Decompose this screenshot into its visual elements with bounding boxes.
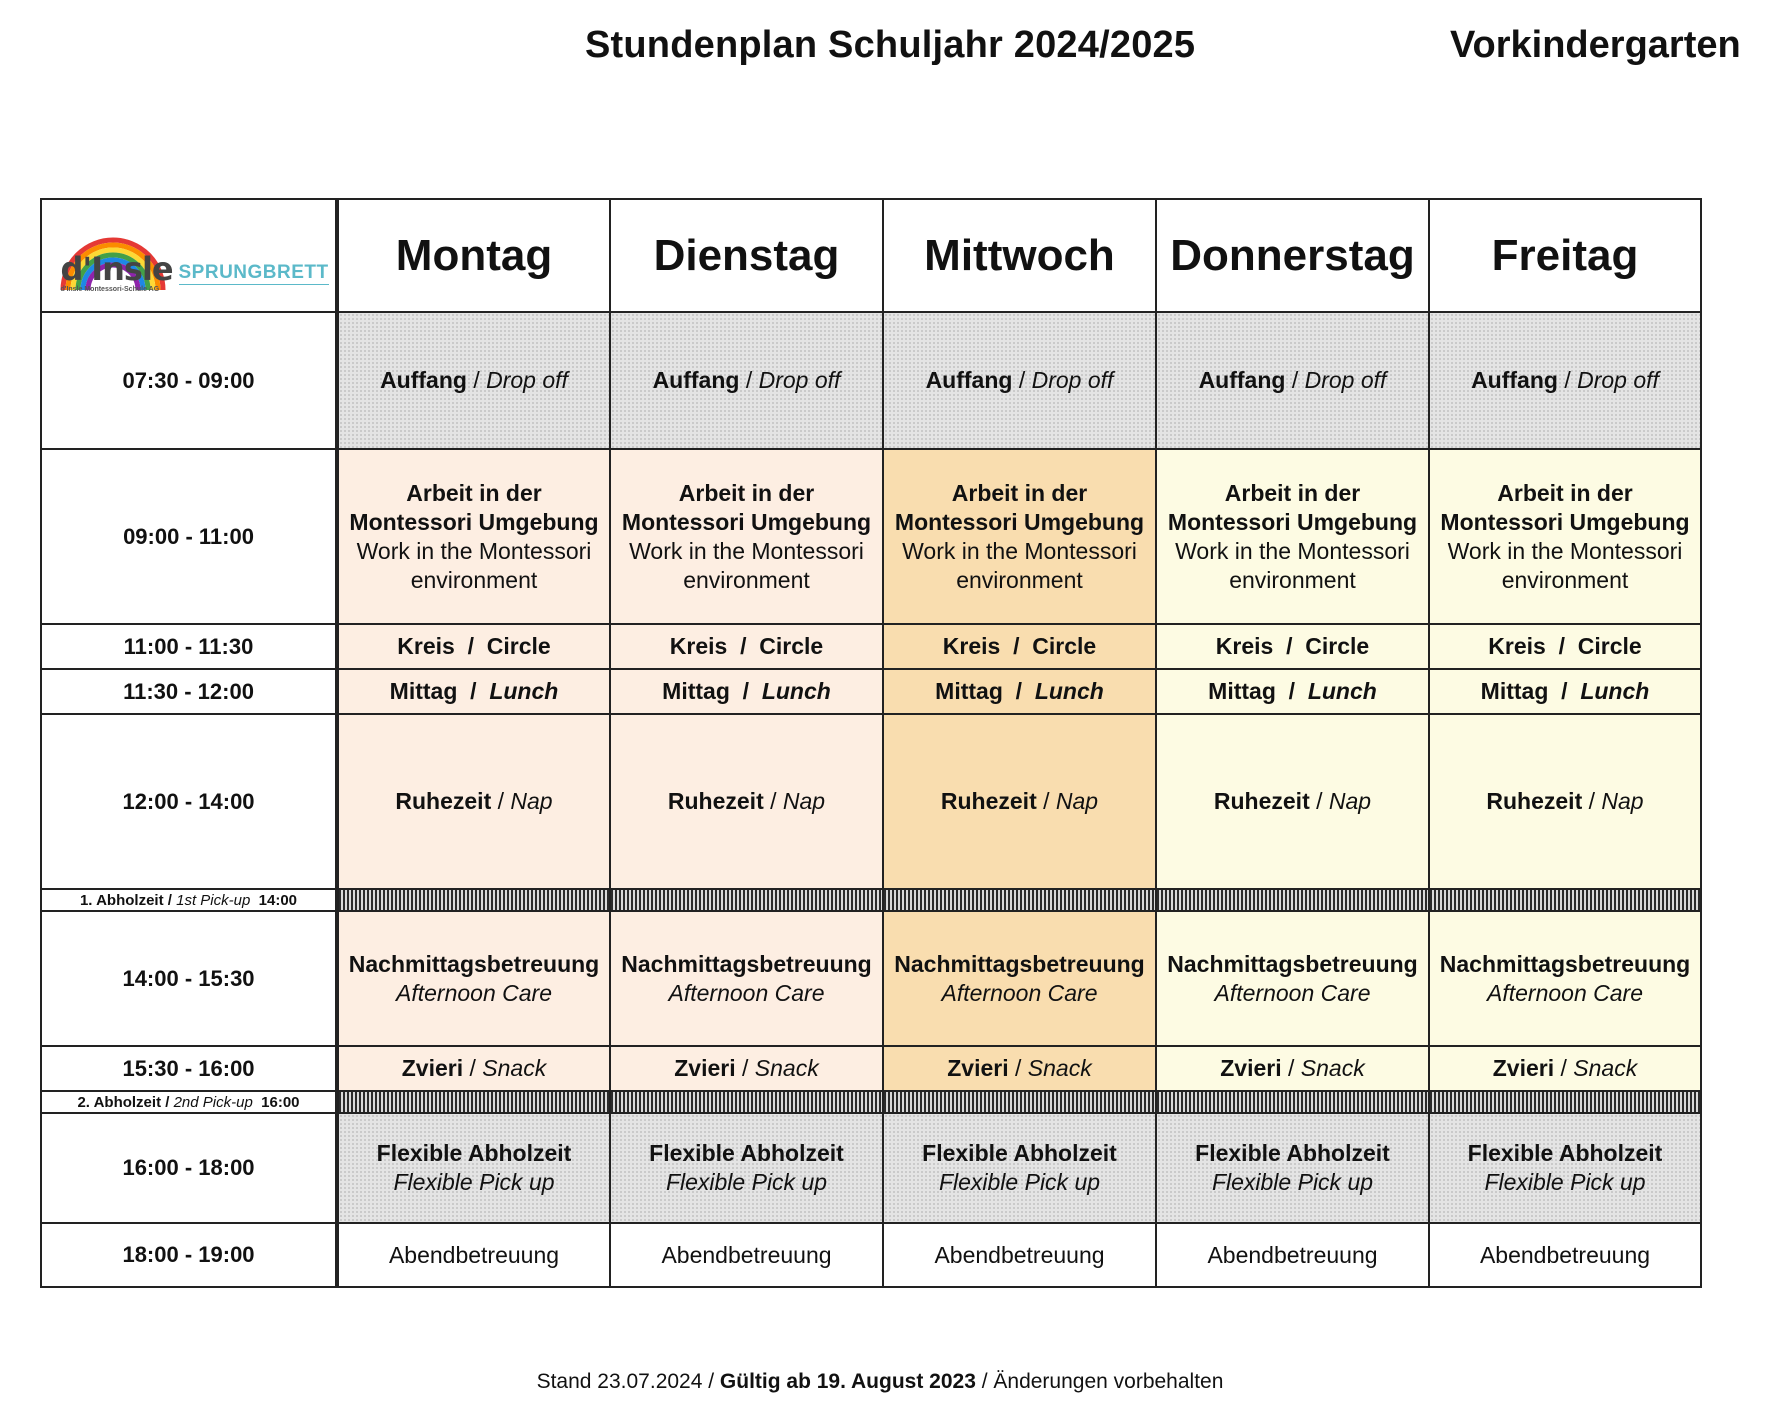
pickup-divider — [1429, 1091, 1701, 1113]
separator: / — [1582, 788, 1602, 814]
activity-en: Work in the Montessori environment — [1175, 537, 1410, 593]
activity-cell — [883, 449, 1156, 624]
logo-brand: d'Insle — [60, 249, 173, 288]
activity-cell — [610, 714, 883, 889]
schedule-table — [40, 198, 1702, 1288]
activity-en: Afternoon Care — [396, 979, 552, 1006]
activity-de: Arbeit in der Montessori Umgebung — [1440, 479, 1690, 535]
separator: / — [1273, 633, 1306, 659]
separator: / — [457, 678, 490, 704]
activity-de: Nachmittagsbetreuung — [1167, 950, 1418, 977]
day-header-donnerstag: Donnerstag — [1156, 199, 1429, 312]
separator: / — [1548, 678, 1581, 704]
activity-de: Ruhezeit — [940, 788, 1037, 814]
row-lunch — [41, 669, 1701, 714]
activity-en: Afternoon Care — [1214, 979, 1371, 1006]
activity-de: Mittag — [1480, 678, 1549, 704]
activity-en: Circle — [1032, 633, 1097, 659]
time-label: 14:00 - 15:30 — [41, 911, 337, 1046]
activity-cell — [337, 1046, 610, 1091]
separator: / — [463, 1055, 483, 1081]
activity-en: Flexible Pick up — [1211, 1169, 1374, 1195]
activity-de: Flexible Abholzeit — [1195, 1140, 1390, 1166]
pickup-en: 1st Pick-up — [176, 891, 251, 909]
pickup-divider — [883, 1091, 1156, 1113]
day-header-mittwoch: Mittwoch — [883, 199, 1156, 312]
activity-en: Flexible Pick up — [393, 1169, 555, 1195]
time-label: 16:00 - 18:00 — [41, 1113, 337, 1223]
time-label: 09:00 - 11:00 — [41, 449, 337, 624]
day-header-freitag: Freitag — [1429, 199, 1701, 312]
pickup-time: 14:00 — [258, 891, 298, 909]
row-afternoon — [41, 911, 1701, 1046]
row-pickup-1 — [41, 889, 1701, 911]
activity-en: Drop off — [758, 367, 841, 393]
day-header-montag: Montag — [337, 199, 610, 312]
separator: / — [1275, 678, 1308, 704]
pickup-time: 16:00 — [261, 1093, 300, 1111]
activity-en: Snack — [1027, 1055, 1092, 1081]
separator: / — [739, 367, 759, 393]
activity-en: Snack — [1573, 1055, 1638, 1081]
activity-de: Nachmittagsbetreuung — [348, 950, 600, 977]
activity-en: Flexible Pick up — [938, 1169, 1101, 1195]
activity-en: Work in the Montessori environment — [356, 537, 592, 593]
activity-en: Circle — [1305, 633, 1370, 659]
footer-note — [0, 1370, 1760, 1394]
footer-stand: Stand 23.07.2024 / — [536, 1370, 720, 1393]
row-nap — [41, 714, 1701, 889]
activity-de: Arbeit in der Montessori Umgebung — [1167, 479, 1418, 535]
footer-changes: / Änderungen vorbehalten — [975, 1370, 1224, 1393]
activity-cell — [1156, 312, 1429, 449]
activity-cell: Abendbetreuung — [337, 1223, 610, 1287]
activity-de: Kreis — [397, 633, 455, 659]
pickup-de: 1. Abholzeit — [79, 891, 164, 909]
activity-cell — [610, 312, 883, 449]
activity-cell — [610, 1113, 883, 1223]
page-title: Stundenplan Schuljahr 2024/2025 — [585, 24, 1196, 66]
separator: / — [1545, 633, 1578, 659]
activity-cell — [337, 714, 610, 889]
activity-de: Flexible Abholzeit — [922, 1140, 1117, 1166]
time-label: 12:00 - 14:00 — [41, 714, 337, 889]
activity-en: Afternoon Care — [668, 979, 825, 1006]
activity-cell — [1429, 1113, 1701, 1223]
activity-en: Flexible Pick up — [1484, 1169, 1646, 1195]
activity-de: Ruhezeit — [1213, 788, 1310, 814]
activity-cell — [1156, 669, 1429, 714]
activity-en: Circle — [759, 633, 824, 659]
activity-de: Flexible Abholzeit — [649, 1140, 844, 1166]
activity-de: Zvieri — [674, 1055, 736, 1081]
activity-en: Nap — [1055, 788, 1099, 814]
logo-cell — [41, 199, 337, 312]
activity-en: Lunch — [489, 678, 559, 704]
activity-cell — [1429, 449, 1701, 624]
separator: / — [729, 678, 762, 704]
activity-de: Arbeit in der Montessori Umgebung — [621, 479, 872, 535]
activity-en: Nap — [1601, 788, 1644, 814]
activity-de: Nachmittagsbetreuung — [621, 950, 872, 977]
activity-en: Nap — [782, 788, 826, 814]
activity-de: Zvieri — [1220, 1055, 1282, 1081]
row-pickup-2 — [41, 1091, 1701, 1113]
activity-de: Kreis — [1488, 633, 1546, 659]
activity-de: Flexible Abholzeit — [376, 1140, 572, 1166]
time-label: 11:00 - 11:30 — [41, 624, 337, 669]
logo-program: SPRUNGBRETT — [178, 261, 329, 283]
activity-en: Lunch — [1034, 678, 1104, 704]
separator: / — [1012, 367, 1032, 393]
row-flexible — [41, 1113, 1701, 1223]
activity-cell — [610, 911, 883, 1046]
activity-cell — [337, 624, 610, 669]
activity-cell — [883, 714, 1156, 889]
activity-de: Arbeit in der Montessori Umgebung — [349, 479, 599, 535]
logo-subtitle: d'Insle Montessori-Schule AG — [60, 285, 160, 293]
activity-en: Circle — [1577, 633, 1642, 659]
activity-cell — [337, 312, 610, 449]
activity-cell — [1429, 911, 1701, 1046]
activity-en: Work in the Montessori environment — [629, 537, 864, 593]
time-label: 18:00 - 19:00 — [41, 1223, 337, 1287]
pickup-divider — [610, 1091, 883, 1113]
activity-cell — [1156, 1113, 1429, 1223]
activity-en: Work in the Montessori environment — [902, 537, 1137, 593]
pickup-divider — [1156, 889, 1429, 911]
activity-de: Ruhezeit — [667, 788, 764, 814]
activity-cell — [337, 669, 610, 714]
separator: / — [735, 1055, 755, 1081]
activity-de: Auffang — [1471, 367, 1558, 393]
pickup-label: 1. Abholzeit / 1st Pick-up 14:00 — [41, 889, 337, 911]
row-circle — [41, 624, 1701, 669]
pickup-divider — [337, 889, 610, 911]
activity-de: Mittag — [662, 678, 730, 704]
activity-de: Flexible Abholzeit — [1467, 1140, 1663, 1166]
footer-valid: Gültig ab 19. August 2023 — [719, 1370, 976, 1393]
activity-en: Circle — [486, 633, 551, 659]
activity-de: Auffang — [652, 367, 740, 393]
activity-de: Auffang — [380, 367, 467, 393]
activity-cell — [883, 1113, 1156, 1223]
activity-cell — [1156, 449, 1429, 624]
activity-de: Auffang — [925, 367, 1013, 393]
activity-cell — [883, 624, 1156, 669]
activity-cell — [610, 669, 883, 714]
activity-de: Zvieri — [947, 1055, 1009, 1081]
day-header-dienstag: Dienstag — [610, 199, 883, 312]
activity-cell — [610, 624, 883, 669]
activity-en: Lunch — [761, 678, 831, 704]
pickup-de: 2. Abholzeit — [77, 1093, 162, 1111]
row-dropoff — [41, 312, 1701, 449]
pickup-divider — [1156, 1091, 1429, 1113]
activity-cell — [1156, 624, 1429, 669]
activity-cell — [883, 911, 1156, 1046]
activity-de: Mittag — [389, 678, 458, 704]
time-label: 15:30 - 16:00 — [41, 1046, 337, 1091]
activity-de: Nachmittagsbetreuung — [1439, 950, 1691, 977]
activity-en: Work in the Montessori environment — [1447, 537, 1683, 593]
activity-en: Snack — [754, 1055, 819, 1081]
activity-en: Drop off — [1304, 367, 1387, 393]
separator: / — [1285, 367, 1305, 393]
activity-en: Flexible Pick up — [665, 1169, 828, 1195]
separator: / — [1002, 678, 1035, 704]
pickup-label: 2. Abholzeit / 2nd Pick-up 16:00 — [41, 1091, 337, 1113]
activity-cell: Abendbetreuung — [610, 1223, 883, 1287]
activity-de: Ruhezeit — [395, 788, 492, 814]
pickup-divider — [337, 1091, 610, 1113]
separator: / — [1008, 1055, 1028, 1081]
activity-cell — [1156, 714, 1429, 889]
activity-cell — [883, 669, 1156, 714]
pickup-divider — [1429, 889, 1701, 911]
row-snack — [41, 1046, 1701, 1091]
separator: / — [1036, 788, 1056, 814]
activity-cell — [1156, 1046, 1429, 1091]
row-work — [41, 449, 1701, 624]
time-label: 07:30 - 09:00 — [41, 312, 337, 449]
activity-en: Drop off — [1031, 367, 1114, 393]
activity-cell — [1429, 312, 1701, 449]
activity-cell — [883, 312, 1156, 449]
separator: / — [491, 788, 511, 814]
activity-de: Zvieri — [1492, 1055, 1555, 1081]
header-row — [41, 199, 1701, 312]
activity-cell — [1429, 624, 1701, 669]
activity-cell — [883, 1046, 1156, 1091]
activity-en: Lunch — [1580, 678, 1650, 704]
activity-en: Drop off — [1577, 367, 1659, 393]
activity-en: Drop off — [486, 367, 568, 393]
activity-en: Afternoon Care — [1487, 979, 1643, 1006]
activity-en: Nap — [510, 788, 553, 814]
separator: / — [763, 788, 783, 814]
separator: / — [454, 633, 487, 659]
activity-en: Snack — [1300, 1055, 1365, 1081]
activity-de: Nachmittagsbetreuung — [894, 950, 1145, 977]
activity-cell: Abendbetreuung — [883, 1223, 1156, 1287]
activity-de: Arbeit in der Montessori Umgebung — [894, 479, 1145, 535]
activity-de: Ruhezeit — [1486, 788, 1583, 814]
activity-de: Mittag — [935, 678, 1003, 704]
activity-de: Mittag — [1208, 678, 1276, 704]
activity-cell — [610, 1046, 883, 1091]
activity-de: Kreis — [669, 633, 728, 659]
activity-cell — [337, 1113, 610, 1223]
activity-cell — [610, 449, 883, 624]
separator: / — [1281, 1055, 1301, 1081]
activity-cell: Abendbetreuung — [1429, 1223, 1701, 1287]
activity-en: Snack — [482, 1055, 547, 1081]
activity-cell — [1429, 1046, 1701, 1091]
activity-cell — [337, 911, 610, 1046]
activity-cell — [1429, 714, 1701, 889]
activity-cell: Abendbetreuung — [1156, 1223, 1429, 1287]
row-evening — [41, 1223, 1701, 1287]
activity-de: Zvieri — [401, 1055, 464, 1081]
activity-de: Kreis — [1215, 633, 1274, 659]
group-title: Vorkindergarten — [1450, 24, 1741, 66]
activity-de: Auffang — [1198, 367, 1286, 393]
time-label: 11:30 - 12:00 — [41, 669, 337, 714]
separator: / — [1554, 1055, 1574, 1081]
activity-cell — [337, 449, 610, 624]
pickup-en: 2nd Pick-up — [173, 1093, 253, 1111]
activity-cell — [1429, 669, 1701, 714]
separator: / — [1557, 367, 1578, 393]
activity-de: Kreis — [942, 633, 1001, 659]
separator: / — [1309, 788, 1329, 814]
activity-cell — [1156, 911, 1429, 1046]
pickup-divider — [610, 889, 883, 911]
pickup-divider — [883, 889, 1156, 911]
activity-en: Afternoon Care — [941, 979, 1098, 1006]
activity-en: Lunch — [1307, 678, 1377, 704]
separator: / — [466, 367, 487, 393]
school-logo — [49, 206, 329, 306]
activity-en: Nap — [1328, 788, 1372, 814]
separator: / — [1000, 633, 1033, 659]
separator: / — [727, 633, 760, 659]
